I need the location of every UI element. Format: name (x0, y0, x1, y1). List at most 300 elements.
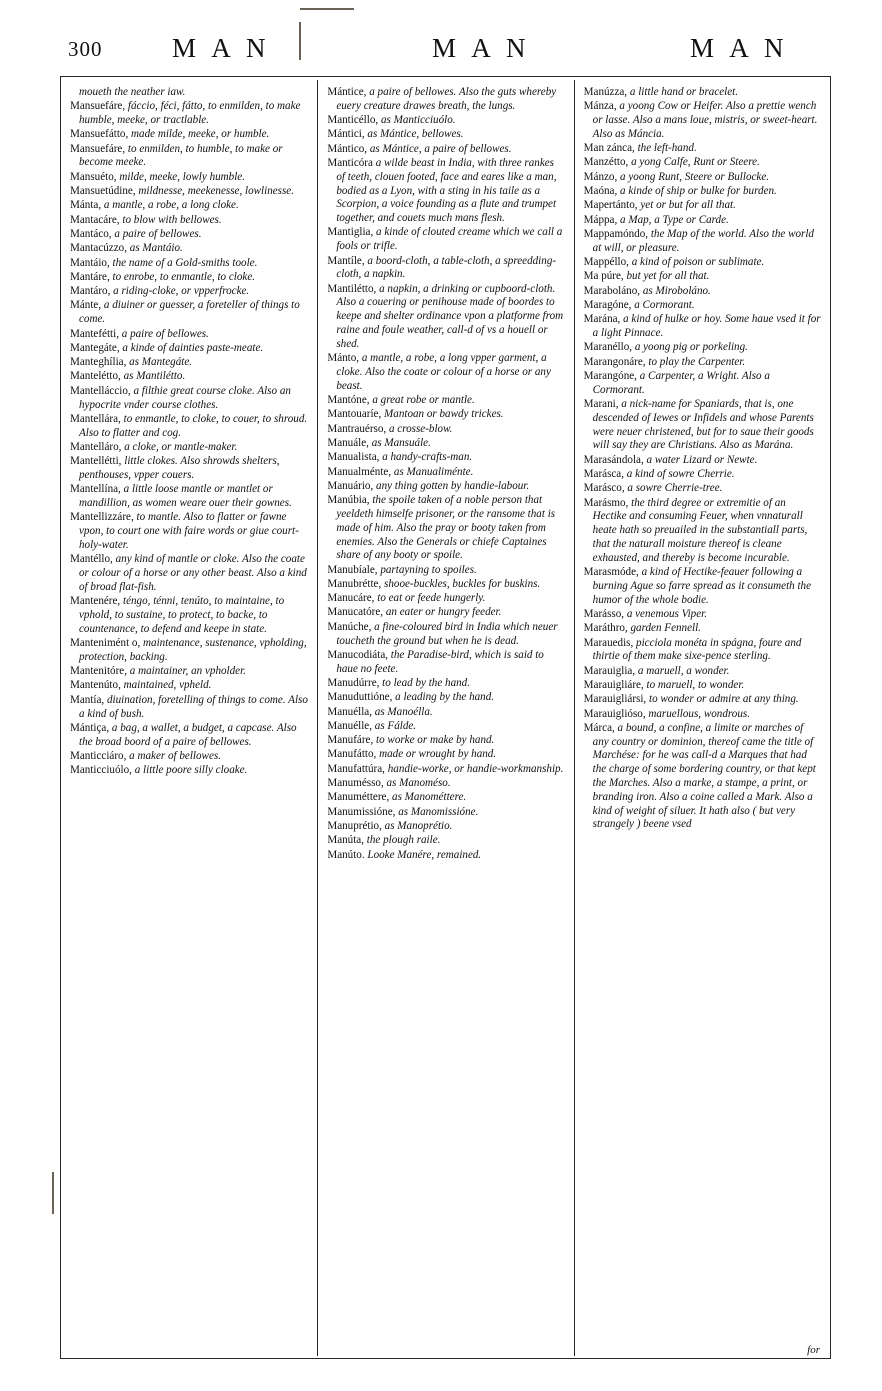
entry-headword: Mantefétti, (70, 327, 119, 340)
entry-headword: Mánta, (70, 199, 102, 212)
entry-headword: Manúta, (327, 834, 364, 847)
dictionary-entry (584, 214, 821, 228)
entry-definition: a mantle, a robe, a long cloke. (103, 199, 239, 212)
entry-headword: Manufáre, (327, 734, 374, 747)
entry-definition: as Manualiménte. (393, 465, 474, 478)
entry-definition: to enmilden, to humble, to make or become meeke. (79, 142, 283, 169)
entry-headword: Mapertánto, (583, 199, 638, 212)
entry-definition: a leading by the hand. (395, 691, 495, 704)
entry-definition: a yoong Cow or Heifer. Also a prettie wench or lasse. Also a mans loue, mistris, or sweet-heart. Also as Máncia. (592, 100, 818, 140)
entry-headword: Marauigliársi, (583, 693, 647, 706)
entry-definition: a crosse-blow. (388, 422, 453, 435)
dictionary-entry (70, 511, 308, 552)
dictionary-entry (584, 270, 821, 284)
entry-definition: a great robe or mantle. (372, 394, 475, 407)
entry-definition: made milde, meeke, or humble. (131, 128, 270, 141)
entry-definition: téngo, ténni, tenúto, to maintaine, to vphold, to sustaine, to protect, to backe, to countenance, to defend and keepe in state. (79, 595, 285, 635)
dictionary-entry (584, 86, 821, 100)
entry-definition: as Manoélla. (374, 705, 433, 718)
dictionary-entry (327, 466, 564, 480)
entry-definition: the third degree or extremitie of an Hectike and consuming Feuer, when vnnaturall heate hath so preuailed in the substantiall parts, that the naturall moisture thereof is cleane exhausted, and thereby is become incurable. (592, 496, 808, 564)
column-3 (574, 80, 830, 1356)
entry-headword: Manudúrre, (327, 676, 380, 689)
running-head-center: M A N (432, 33, 531, 63)
entry-headword: Máppa, (583, 213, 618, 226)
entry-definition: as Mantáio. (129, 242, 183, 255)
entry-definition: a mantle, a robe, a long vpper garment, a cloke. Also the coate or colour of a horse or any beast. (336, 352, 551, 392)
entry-headword: Mansuetúdine, (70, 185, 136, 198)
entry-definition: yet or but for all that. (640, 199, 736, 212)
entry-definition: a maker of bellowes. (129, 749, 221, 762)
entry-definition: a kind of Hectike-feauer following a burning Ague so farre spread as it consumeth the humor of the whole bodie. (592, 566, 812, 606)
entry-definition: a paire of bellowes. Also the guts whereby euery creature drawes breath, the lungs. (336, 86, 557, 112)
dictionary-entry (70, 665, 308, 679)
entry-definition: a Map, a Type or Carde. (620, 213, 729, 226)
dictionary-entry (70, 228, 308, 242)
entry-definition: garden Fennell. (630, 622, 701, 635)
dictionary-entry (70, 637, 308, 665)
entry-headword: Marauiglia, (583, 664, 636, 677)
dictionary-entry (584, 142, 821, 156)
entry-headword: Manualista, (327, 451, 380, 464)
footer-rule (60, 1358, 830, 1359)
dictionary-entry (584, 185, 821, 199)
entry-headword: Mappamóndo, (583, 227, 649, 240)
dictionary-entry (327, 451, 564, 465)
entry-definition: the left-hand. (637, 142, 697, 155)
dictionary-entry (70, 199, 308, 213)
entry-definition: diuination, foretelling of things to come. Also a kind of bush. (79, 693, 308, 720)
running-head-left: M A N (172, 33, 271, 63)
entry-definition: a kind of poison or sublimate. (631, 256, 765, 269)
entry-headword: Manuélle, (327, 719, 372, 732)
entry-headword: Manticciuólo, (70, 764, 132, 777)
entry-headword: Manumissióne, (327, 805, 396, 818)
entry-definition: as Fálde. (374, 719, 417, 732)
dictionary-entry (327, 691, 564, 705)
dictionary-entry (70, 128, 308, 142)
dictionary-entry (327, 423, 564, 437)
dictionary-entry (327, 592, 564, 606)
header-rule (60, 76, 830, 77)
column-1 (61, 80, 317, 1356)
dictionary-entry (327, 143, 564, 157)
running-head-right: M A N (690, 33, 789, 63)
entry-headword: Manuméttere, (327, 791, 390, 804)
entry-definition: a little loose mantle or mantlet or mandillion, as women weare ouer their gownes. (79, 483, 292, 510)
entry-definition: as Mántice, bellowes. (367, 128, 464, 141)
entry-headword: Manufattúra, (327, 762, 385, 775)
entry-definition: a riding-cloke, or vpperfrocke. (113, 285, 250, 298)
entry-headword: Ma púre, (583, 270, 624, 283)
entry-definition: any thing gotten by handie-labour. (376, 479, 530, 492)
entry-headword: Mantellára, (70, 412, 121, 425)
entry-definition: as Mantilétto. (123, 370, 186, 383)
entry-headword: Manticéllo, (327, 114, 379, 127)
entry-headword: Maráthro, (583, 622, 628, 635)
entry-definition: a boord-cloth, a table-cloth, a spreedding-cloth, a napkin. (336, 254, 557, 281)
entry-definition: the name of a Gold-smiths toole. (112, 256, 258, 269)
dictionary-entry (584, 679, 821, 693)
dictionary-entry (70, 694, 308, 722)
folio-number: 300 (68, 37, 103, 61)
crop-mark-left-tick (52, 1172, 54, 1214)
dictionary-entry (327, 806, 564, 820)
entry-headword: Maóna, (583, 185, 618, 198)
entry-headword: Marásmo, (583, 496, 629, 509)
dictionary-entry (584, 156, 821, 170)
dictionary-entry (327, 849, 564, 863)
entry-headword: Mánte, (70, 299, 102, 312)
entry-headword: Mansuéto, (70, 170, 117, 183)
dictionary-entry (327, 734, 564, 748)
entry-definition: a venemous Viper. (626, 607, 708, 620)
entry-headword: Manubrétte, (327, 577, 382, 590)
dictionary-entry (584, 313, 821, 341)
dictionary-entry (327, 114, 564, 128)
entry-definition: the Paradise-bird, which is said to haue no feete. (336, 648, 544, 675)
entry-definition: Looke Manére, remained. (367, 848, 482, 861)
dictionary-entry (70, 764, 308, 778)
entry-headword: Manucodiáta, (327, 648, 389, 661)
entry-headword: Manuprétio, (327, 819, 382, 832)
entry-headword: Mantegáte, (70, 341, 120, 354)
dictionary-entry (327, 255, 564, 283)
entry-definition: an eater or hungry feeder. (385, 606, 502, 619)
entry-headword: Marasándola, (583, 453, 644, 466)
entry-definition: a kind of hulke or hoy. Some haue vsed it for a light Pinnace. (592, 313, 821, 340)
entry-headword: Manumésso, (327, 777, 384, 790)
entry-headword: Mantellína, (70, 483, 121, 496)
entry-headword: Mántici, (327, 128, 365, 141)
dictionary-entry (70, 413, 308, 441)
entry-headword: Mánzo, (583, 170, 618, 183)
entry-headword: Mánza, (583, 100, 617, 113)
entry-definition: a napkin, a drinking or cupboord-cloth. Also a couering or penihouse made of boordes to keepe and shelter ordinance vpon a platforme from raine and foule weather, call-d of vs a houell or shed. (336, 282, 564, 350)
dictionary-entry (584, 454, 821, 468)
entry-headword: Manúche, (327, 620, 372, 633)
entry-headword: Marásca, (583, 468, 625, 481)
entry-definition: as Manoméso. (386, 777, 451, 790)
dictionary-entry (327, 748, 564, 762)
dictionary-entry (584, 256, 821, 270)
dictionary-entry (70, 370, 308, 384)
entry-definition: a paire of bellowes. (114, 227, 202, 240)
entry-headword: Manucáre, (327, 592, 375, 605)
dictionary-entry (327, 834, 564, 848)
entry-definition: a kinde of ship or bulke for burden. (620, 185, 777, 198)
entry-definition: to wonder or admire at any thing. (648, 693, 799, 706)
entry-definition: to play the Carpenter. (648, 355, 746, 368)
entry-headword: Manuélla, (327, 705, 372, 718)
entry-definition: a nick-name for Spaniards, that is, one descended of Iewes or Infidels and whose Parents were neuer christened, but for to saue their goods will say they are Christians. Also as Marána. (592, 398, 814, 452)
dictionary-entry (327, 621, 564, 649)
entry-definition: to worke or make by hand. (376, 734, 495, 747)
entry-definition: a little poore silly cloake. (134, 764, 248, 777)
entry-definition: mildnesse, meekenesse, lowlinesse. (138, 185, 294, 198)
dictionary-entry (327, 606, 564, 620)
entry-definition: as Mantegáte. (129, 356, 193, 369)
entry-headword: Mantáco, (70, 227, 112, 240)
dictionary-entry (584, 637, 821, 665)
dictionary-entry (70, 86, 308, 100)
entry-headword: Manufátto, (327, 748, 377, 761)
dictionary-entry (584, 665, 821, 679)
entry-headword: Manuále, (327, 436, 369, 449)
entry-headword: Manticciáro, (70, 749, 127, 762)
dictionary-entry (327, 820, 564, 834)
entry-headword: Mántico, (327, 142, 368, 155)
entry-definition: a filthie great course cloke. Also an hypocrite vnder course clothes. (79, 384, 291, 411)
dictionary-entry (70, 356, 308, 370)
dictionary-entry (584, 497, 821, 566)
entry-headword: Mantelláccio, (70, 384, 131, 397)
entry-definition: made or wrought by hand. (379, 748, 497, 761)
entry-headword: Mantía, (70, 693, 105, 706)
entry-headword: Marangóne, (583, 369, 637, 382)
entry-headword: Mansuefátto, (70, 128, 129, 141)
entry-headword: Marásso, (583, 607, 625, 620)
entry-definition: to mantle. Also to flatter or fawne vpon, to court one with faire words or giue court-holy-water. (79, 511, 299, 551)
dictionary-entry (327, 352, 564, 393)
entry-headword: Mantenúto, (70, 679, 121, 692)
dictionary-entry (327, 128, 564, 142)
entry-definition: to enrobe, to enmantle, to cloke. (112, 270, 256, 283)
entry-definition: as Mansuále. (371, 436, 431, 449)
catchword: for (807, 1344, 820, 1356)
dictionary-entry (70, 455, 308, 483)
entry-headword: Manteghília, (70, 356, 127, 369)
entry-definition: a wilde beast in India, with three rankes of teeth, clouen footed, face and eares like a man, bodied as a Lyon, with a sting in his taile as a Scorpion, a voice founding as a flute and trumpet together, and couets much mans flesh. (336, 156, 557, 225)
dictionary-entry (584, 566, 821, 607)
entry-headword: Mantellétti, (70, 455, 122, 468)
dictionary-entry (70, 483, 308, 511)
entry-definition: to blow with bellowes. (122, 213, 222, 226)
entry-definition: to maruell, to wonder. (646, 678, 745, 691)
dictionary-entry (70, 299, 308, 327)
dictionary-entry (70, 185, 308, 199)
dictionary-entry (327, 408, 564, 422)
entry-definition: but yet for all that. (626, 270, 710, 283)
entry-definition: to eat or feede hungerly. (377, 592, 486, 605)
entry-headword: Mantóne, (327, 394, 370, 407)
dictionary-entry (584, 468, 821, 482)
entry-definition: as Miroboláno. (642, 284, 711, 297)
entry-definition: a kind of sowre Cherrie. (626, 468, 735, 481)
entry-definition: partayning to spoiles. (380, 563, 477, 576)
dictionary-entry (584, 608, 821, 622)
dictionary-entry (327, 283, 564, 352)
dictionary-entry (584, 622, 821, 636)
dictionary-entry (70, 750, 308, 764)
dictionary-entry (327, 777, 564, 791)
entry-headword: Mantenére, (70, 595, 121, 608)
dictionary-entry (70, 722, 308, 750)
entry-headword: Maragóne, (583, 298, 632, 311)
crop-mark-top (300, 8, 354, 10)
entry-headword: Mantouaríe, (327, 408, 382, 421)
entry-definition: a paire of bellowes. (121, 327, 209, 340)
dictionary-entry (327, 157, 564, 226)
dictionary-entry (584, 299, 821, 313)
entry-headword: Mantíle, (327, 254, 365, 267)
entry-definition: any kind of mantle or cloke. Also the coate or colour of a horse or any other beast. Also a kind of broad flat-fish. (79, 553, 307, 593)
entry-headword: Mantilétto, (327, 282, 377, 295)
entry-headword: Marauiglióso, (583, 707, 646, 720)
entry-definition: a kinde of dainties paste-meate. (122, 341, 264, 354)
dictionary-entry (327, 677, 564, 691)
entry-headword: Man zánca, (583, 142, 635, 155)
entry-definition: maintained, vpheld. (123, 679, 212, 692)
entry-headword: Manúto. (327, 848, 365, 861)
column-2 (317, 80, 573, 1356)
dictionary-entry (584, 285, 821, 299)
entry-headword: Márca, (583, 721, 615, 734)
entry-definition: a cloke, or mantle-maker. (124, 440, 238, 453)
dictionary-entry (584, 356, 821, 370)
dictionary-entry (327, 706, 564, 720)
dictionary-entry (70, 441, 308, 455)
entry-headword: Mántice, (327, 86, 367, 98)
entry-definition: a yong Calfe, Runt or Steere. (631, 156, 760, 169)
dictionary-entry (584, 228, 821, 256)
entry-definition: moueth the neather iaw. (79, 86, 186, 98)
entry-headword: Mantáro, (70, 285, 111, 298)
dictionary-entry (327, 564, 564, 578)
dictionary-entry (70, 553, 308, 594)
entry-definition: a bag, a wallet, a budget, a capcase. Also the broad boord of a paire of bellowes. (79, 721, 297, 748)
entry-definition: a Cormorant. (634, 298, 695, 311)
entry-definition: a bound, a confine, a limite or marches of any country or dominion, thereof came the title of Marchése: for he was call-d a Marques that had the charge of some bordering country, or that kept the Marches. Also a marke, a stampe, a print, or branding iron. Also a coine called a Mark. Also a kind of weight of siluer. It hath also ( but very strangely ) beene vsed (592, 721, 816, 831)
entry-definition: a sowre Cherrie-tree. (627, 482, 723, 495)
dictionary-entry (327, 763, 564, 777)
entry-headword: Mantenimént o, (70, 637, 141, 650)
dictionary-entry (584, 693, 821, 707)
dictionary-entry (70, 285, 308, 299)
dictionary-entry (70, 257, 308, 271)
entry-definition: as Manticciuólo. (380, 114, 456, 127)
entry-headword: Mansuefáre, (70, 100, 126, 113)
dictionary-entry (70, 328, 308, 342)
dictionary-entry (70, 242, 308, 256)
entry-definition: to lead by the hand. (382, 676, 470, 689)
entry-definition: a water Lizard or Newte. (646, 453, 758, 466)
entry-headword: Mantelétto, (70, 370, 121, 383)
entry-headword: Marána, (583, 313, 621, 326)
entry-headword: Manúzza, (583, 86, 628, 98)
entry-headword: Mantiglia, (327, 226, 374, 239)
entry-definition: maintenance, sustenance, vpholding, protection, backing. (79, 637, 307, 663)
entry-definition: a Carpenter, a Wright. Also a Cormorant. (592, 369, 770, 396)
dictionary-entry (70, 100, 308, 128)
dictionary-entry (584, 100, 821, 141)
entry-headword: Manuduttióne, (327, 691, 393, 704)
dictionary-entry (70, 271, 308, 285)
text-columns (61, 80, 830, 1356)
dictionary-entry (70, 342, 308, 356)
dictionary-entry (327, 649, 564, 677)
entry-headword: Marauedis, (583, 636, 634, 649)
dictionary-entry (584, 398, 821, 453)
entry-headword: Mappéllo, (583, 256, 629, 269)
entry-headword: Mansuefáre, (70, 142, 126, 155)
entry-headword: Mantrauérso, (327, 422, 387, 435)
entry-definition: Mantoan or bawdy trickes. (384, 408, 504, 421)
entry-definition: little clokes. Also shrowds shelters, penthouses, vpper couers. (79, 455, 280, 482)
frame-right-rule (830, 76, 831, 1359)
dictionary-entry (584, 341, 821, 355)
entry-definition: to enmantle, to cloke, to couer, to shroud. Also to flatter and cog. (79, 412, 308, 439)
entry-headword: Mantáre, (70, 270, 110, 283)
entry-headword: Mantacáre, (70, 213, 120, 226)
dictionary-entry (70, 143, 308, 171)
entry-definition: a little hand or bracelet. (629, 86, 739, 98)
entry-headword: Marauigliáre, (583, 678, 644, 691)
entry-definition: picciola monéta in spágna, foure and thirtie of them make sixe-pence sterling. (592, 636, 802, 663)
entry-definition: as Manométtere. (392, 791, 467, 804)
entry-definition: the Map of the world. Also the world at will, or pleasure. (592, 227, 814, 254)
entry-definition: fáccio, féci, fátto, to enmilden, to make humble, meeke, or tractlable. (79, 100, 301, 127)
dictionary-entry (327, 791, 564, 805)
entry-headword: Mantellizzáre, (70, 511, 134, 524)
dictionary-entry (584, 199, 821, 213)
entry-headword: Marangonáre, (583, 355, 646, 368)
entry-headword: Manzétto, (583, 156, 629, 169)
entry-headword: Manticóra (327, 156, 373, 169)
entry-definition: the plough raile. (366, 834, 441, 847)
entry-definition: a maruell, a wonder. (637, 664, 730, 677)
dictionary-entry (70, 214, 308, 228)
entry-headword: Mantéllo, (70, 553, 113, 566)
entry-definition: a kinde of clouted creame which we call a fools or trifle. (336, 226, 563, 253)
page-header (60, 33, 830, 71)
dictionary-entry (70, 595, 308, 636)
entry-definition: as Mántice, a paire of bellowes. (369, 142, 512, 155)
entry-headword: Manucatóre, (327, 606, 384, 619)
entry-definition: a fine-coloured bird in India which neuer toucheth the ground but when he is dead. (336, 620, 558, 647)
dictionary-entry (327, 226, 564, 254)
dictionary-entry (70, 171, 308, 185)
dictionary-entry (327, 720, 564, 734)
entry-definition: as Manomissióne. (398, 805, 479, 818)
entry-headword: Manubíale, (327, 563, 378, 576)
entry-headword: Mantáio, (70, 256, 110, 269)
dictionary-entry (584, 482, 821, 496)
entry-definition: milde, meeke, lowly humble. (119, 170, 246, 183)
dictionary-entry (327, 394, 564, 408)
entry-headword: Mántiça, (70, 721, 110, 734)
entry-definition: handie-worke, or handie-workmanship. (387, 762, 564, 775)
dictionary-entry (584, 370, 821, 398)
entry-definition: a handy-crafts-man. (382, 451, 473, 464)
entry-headword: Mánto, (327, 352, 360, 365)
entry-headword: Marani, (583, 398, 619, 411)
entry-definition: a yoong Runt, Steere or Bullocke. (620, 170, 770, 183)
entry-headword: Mantelláro, (70, 440, 122, 453)
entry-headword: Marasmóde, (583, 566, 639, 579)
entry-headword: Mantenitóre, (70, 665, 127, 678)
dictionary-entry (70, 385, 308, 413)
dictionary-entry (327, 437, 564, 451)
entry-definition: the spoile taken of a noble person that yeeldeth himselfe prisoner, or the ransome that is made of him. Also the pray or booty taken from enemies. Also the Generals or chiefe Captaines share of any booty or spoile. (336, 494, 556, 562)
entry-headword: Mantacúzzo, (70, 242, 127, 255)
entry-definition: a diuiner or guesser, a foreteller of things to come. (79, 299, 300, 326)
entry-headword: Maranéllo, (583, 341, 633, 354)
dictionary-entry (327, 480, 564, 494)
dictionary-entry (584, 722, 821, 832)
entry-headword: Maraboláno, (583, 284, 641, 297)
entry-definition: as Manoprétio. (384, 819, 453, 832)
